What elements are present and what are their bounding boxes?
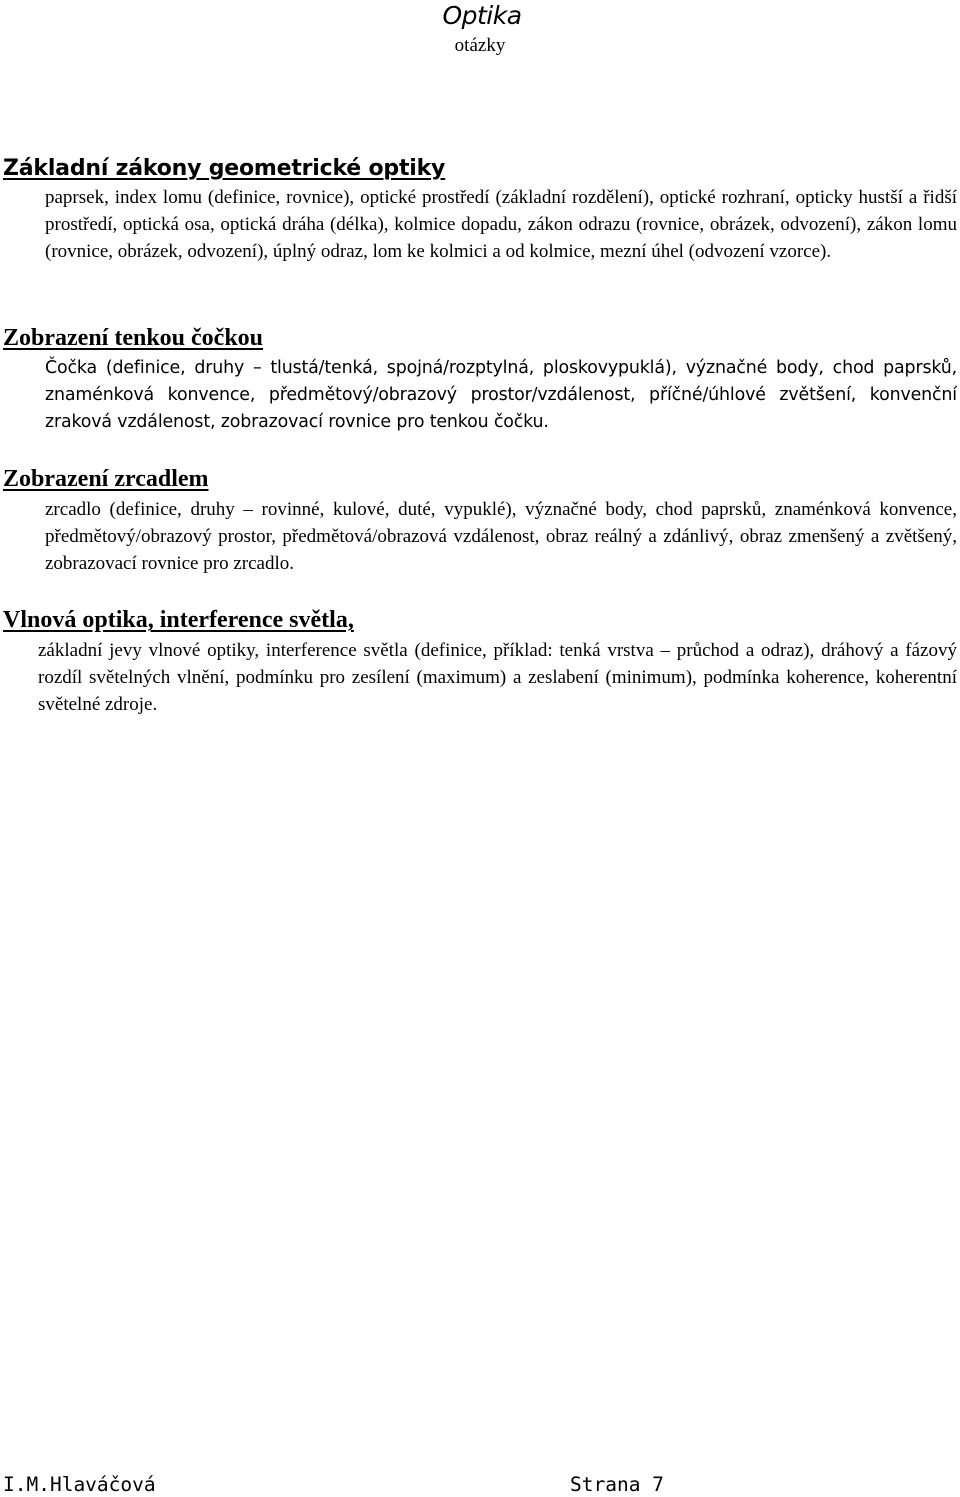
section-heading-geometric-optics: Základní zákony geometrické optiky <box>3 156 446 181</box>
section-text-mirror: zrcadlo (definice, druhy – rovinné, kulové, duté, vypuklé), význačné body, chod paprsků, znaménková konvence, předmětový/obrazový prostor, předmětová/obrazová vzdálenost, obraz reálný a zdánlivý, obraz zmenšený a zvětšený, zobrazovací rovnice pro zrcadlo. <box>45 499 957 574</box>
section-text-wave-optics: základní jevy vlnové optiky, interference světla (definice, příklad: tenká vrstva – průchod a odraz), dráhový a fázový rozdíl světelných vlnění, podmínku pro zesílení (maximum) a zeslabení (minimum), podmínka koherence, koherentní světelné zdroje. <box>38 640 957 715</box>
section-heading-thin-lens: Zobrazení tenkou čočkou <box>3 325 264 351</box>
section-heading-wave-optics: Vlnová optika, interference světla, <box>3 607 354 633</box>
footer-author: I.M.Hlaváčová <box>3 1473 156 1496</box>
footer-page-number: Strana 7 <box>570 1473 664 1496</box>
section-text-thin-lens: Čočka (definice, druhy – tlustá/tenká, spojná/rozptylná, ploskovypuklá), význačné body, chod paprsků, znaménková konvence, předmětový/obrazový prostor/vzdálenost, příčné/úhlové zvětšení, konvenční zraková vzdálenost, zobrazovací rovnice pro tenkou čočku. <box>45 358 957 432</box>
document-title: Optika <box>442 1 522 30</box>
section-text-geometric-optics: paprsek, index lomu (definice, rovnice), optické prostředí (základní rozdělení), optické rozhraní, opticky hustší a řidší prostředí, optická osa, optická dráha (délka), kolmice dopadu, zákon odrazu (rovnice, obrázek, odvození), zákon lomu (rovnice, obrázek, odvození), úplný odraz, lom ke kolmici a od kolmice, mezní úhel (odvození vzorce). <box>45 187 957 262</box>
document-subtitle: otázky <box>454 35 506 56</box>
section-heading-mirror: Zobrazení zrcadlem <box>3 466 209 492</box>
